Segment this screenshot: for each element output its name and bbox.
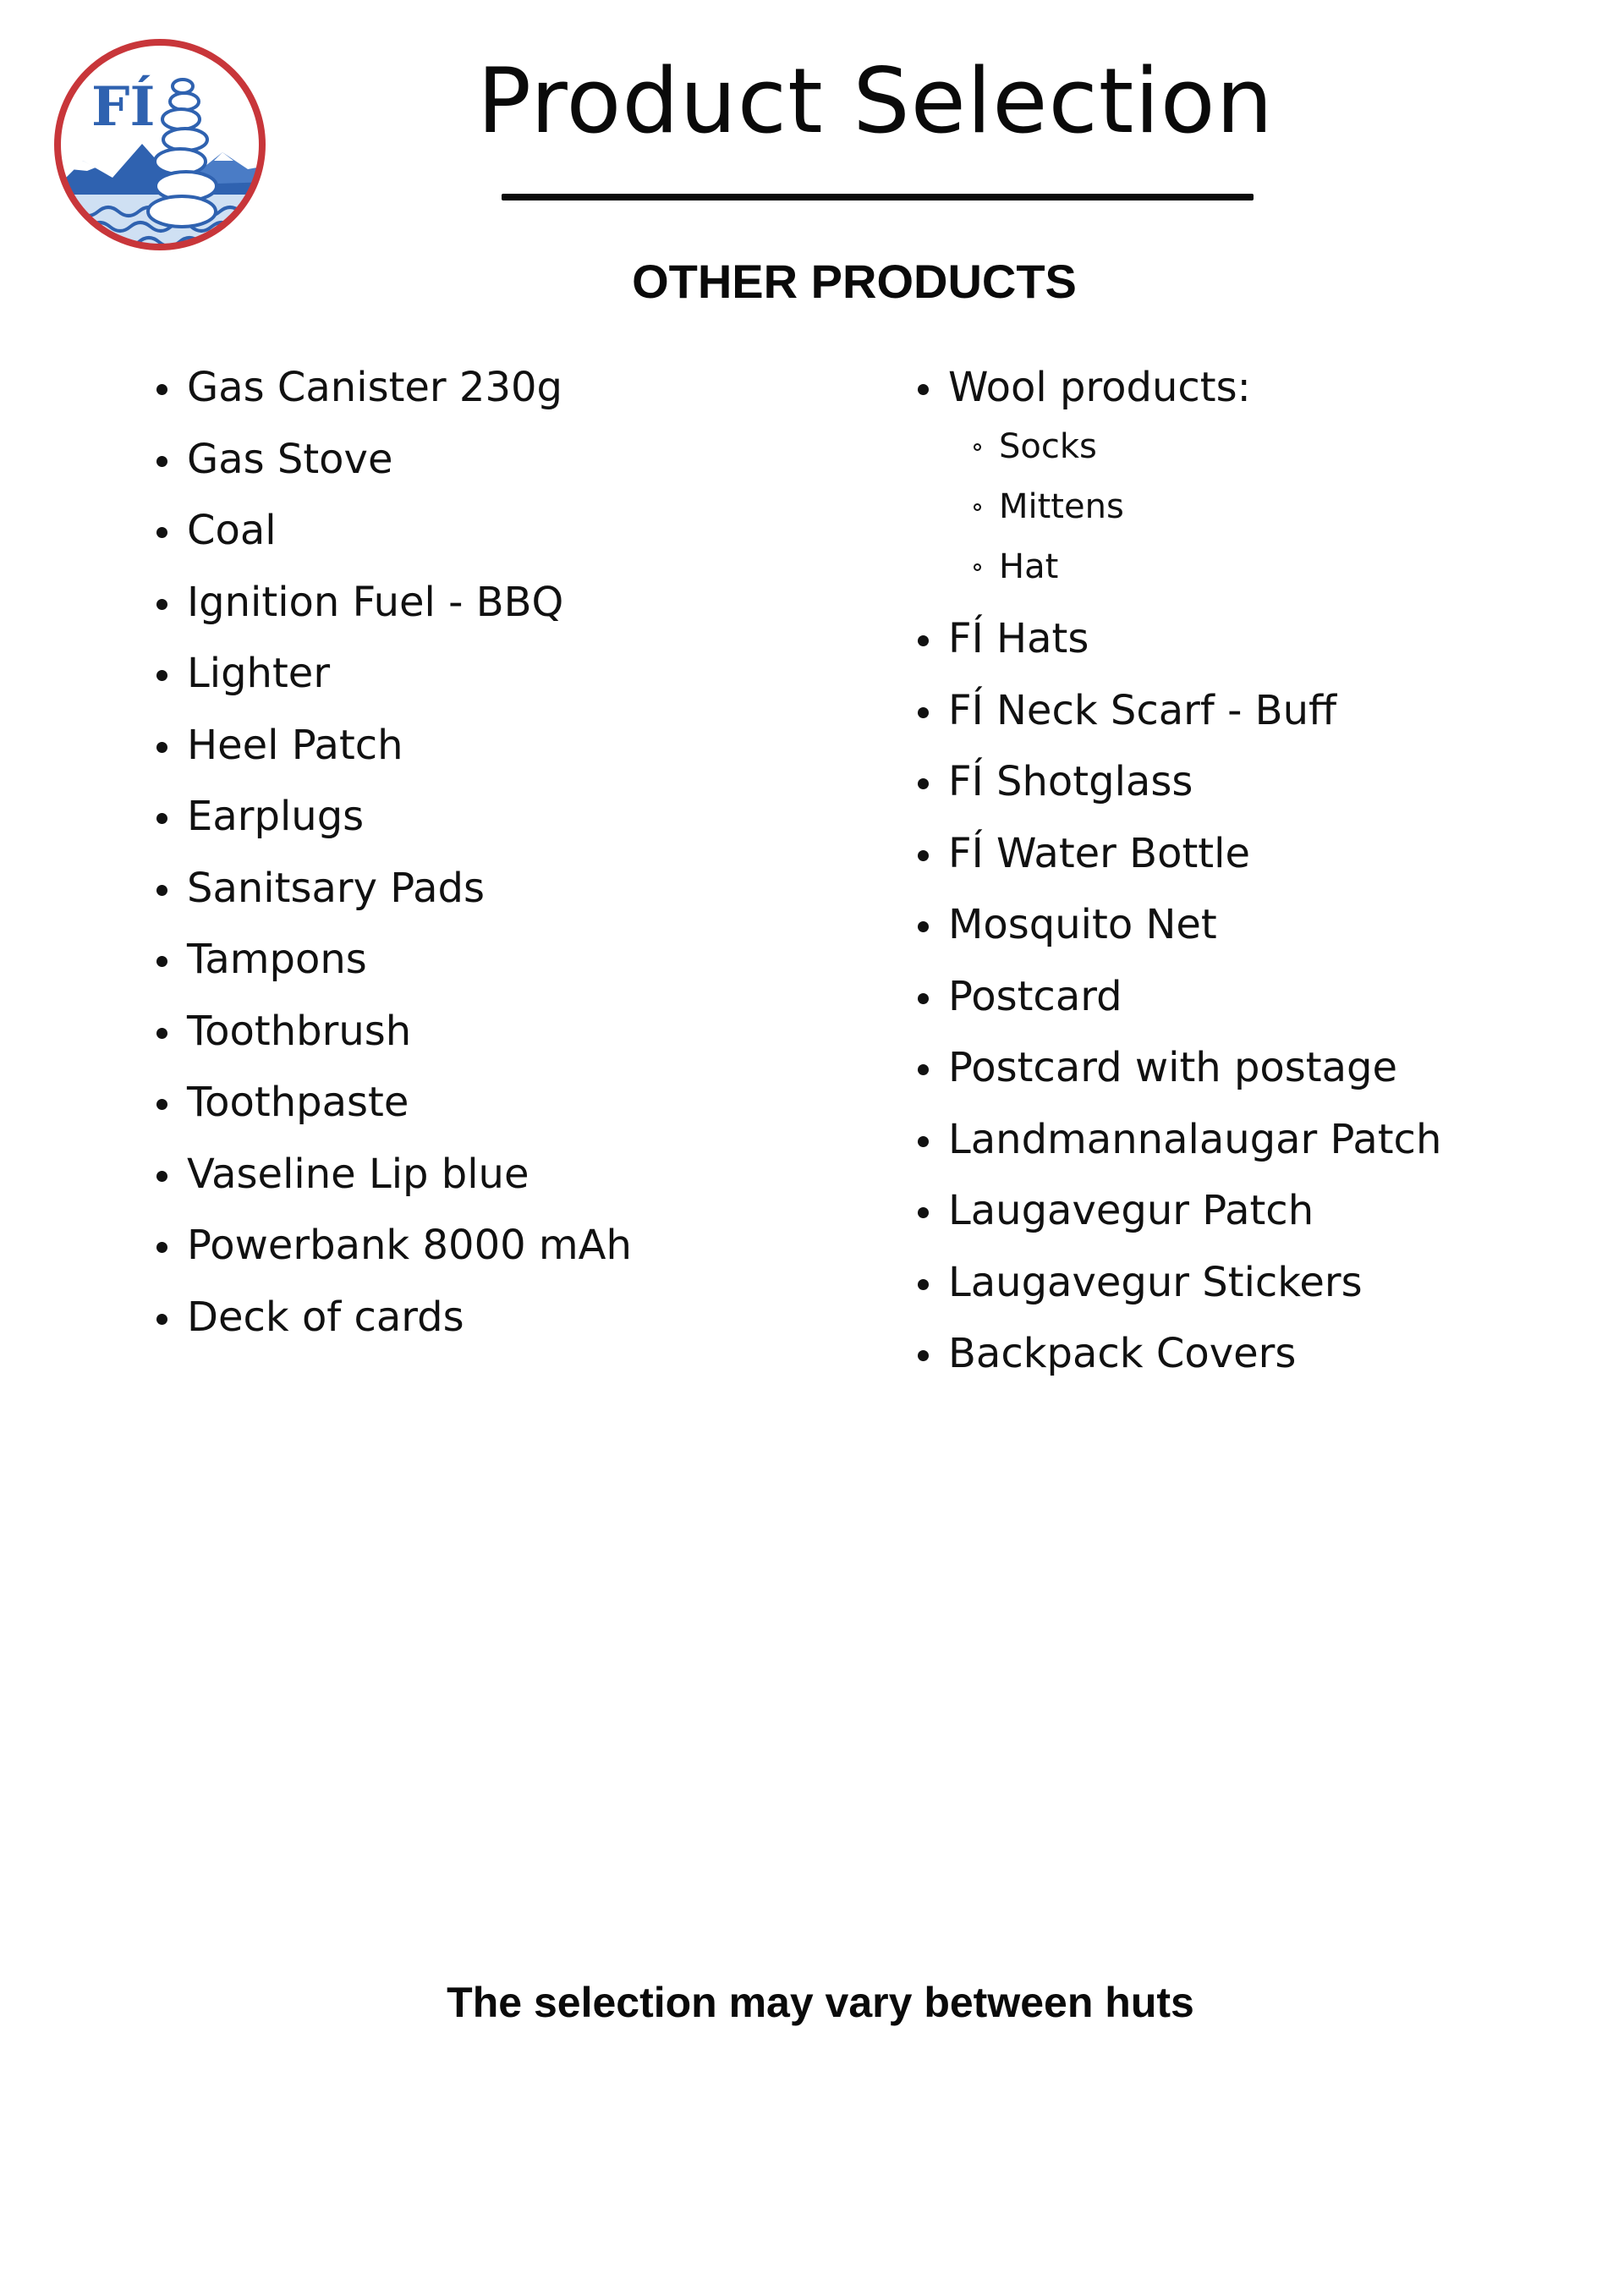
list-item bbox=[918, 680, 1441, 752]
list-item bbox=[918, 1037, 1441, 1109]
bullet-dot-icon bbox=[918, 707, 929, 718]
list-item-label: Gas Canister 230g bbox=[187, 364, 562, 411]
list-item bbox=[156, 500, 632, 572]
list-item-label: Tampons bbox=[187, 936, 367, 983]
list-item-label: Toothbrush bbox=[187, 1007, 412, 1055]
list-item bbox=[918, 894, 1441, 966]
sub-list-item bbox=[974, 421, 1441, 481]
list-item bbox=[918, 823, 1441, 895]
list-item-label: FÍ Hats bbox=[948, 615, 1089, 662]
list-item bbox=[156, 643, 632, 715]
list-item bbox=[156, 858, 632, 930]
list-item bbox=[156, 357, 632, 429]
bullet-dot-icon bbox=[918, 993, 929, 1004]
bullet-dot-icon bbox=[918, 1207, 929, 1218]
list-item-label: Lighter bbox=[187, 650, 331, 697]
bullet-dot-icon bbox=[156, 813, 167, 824]
bullet-dot-icon bbox=[156, 1099, 167, 1110]
list-item-label: Ignition Fuel - BBQ bbox=[187, 578, 564, 626]
bullet-dot-icon bbox=[918, 1136, 929, 1147]
bullet-dot-icon bbox=[156, 670, 167, 681]
list-item-label: Sanitsary Pads bbox=[187, 864, 485, 912]
list-item-label: FÍ Shotglass bbox=[948, 758, 1193, 805]
list-item bbox=[156, 929, 632, 1001]
list-item-label: Mosquito Net bbox=[948, 901, 1217, 948]
list-item-label: Powerbank 8000 mAh bbox=[187, 1222, 632, 1269]
list-item-label: Postcard with postage bbox=[948, 1044, 1398, 1091]
list-item bbox=[156, 1072, 632, 1144]
list-item bbox=[918, 608, 1441, 680]
bullet-dot-icon bbox=[156, 885, 167, 896]
bullet-ring-icon bbox=[974, 503, 981, 511]
bullet-dot-icon bbox=[156, 527, 167, 538]
bullet-dot-icon bbox=[918, 921, 929, 932]
bullet-dot-icon bbox=[156, 1314, 167, 1325]
svg-text:FÍ: FÍ bbox=[91, 75, 156, 139]
sub-list-item bbox=[974, 541, 1441, 608]
left-product-list bbox=[156, 357, 632, 1358]
list-item-label: FÍ Water Bottle bbox=[948, 829, 1250, 877]
bullet-ring-icon bbox=[974, 443, 981, 451]
list-item-label: Earplugs bbox=[187, 793, 365, 840]
bullet-dot-icon bbox=[918, 1064, 929, 1075]
list-item-label: Deck of cards bbox=[187, 1293, 464, 1341]
bullet-dot-icon bbox=[918, 850, 929, 861]
bullet-dot-icon bbox=[156, 456, 167, 467]
list-item bbox=[156, 715, 632, 787]
right-product-list bbox=[918, 357, 1441, 1395]
bullet-dot-icon bbox=[918, 1350, 929, 1361]
bullet-dot-icon bbox=[156, 599, 167, 610]
list-item bbox=[156, 1287, 632, 1359]
sub-list-item-label: Hat bbox=[999, 547, 1059, 586]
list-item-label: Laugavegur Stickers bbox=[948, 1258, 1363, 1306]
list-item bbox=[156, 572, 632, 644]
list-item bbox=[918, 1180, 1441, 1252]
list-item-label: Gas Stove bbox=[187, 435, 393, 483]
list-item-label: Coal bbox=[187, 507, 277, 554]
section-heading: OTHER PRODUCTS bbox=[632, 255, 1077, 308]
bullet-dot-icon bbox=[918, 384, 929, 395]
bullet-dot-icon bbox=[918, 1279, 929, 1290]
list-item bbox=[156, 1001, 632, 1073]
sub-list-item-label: Socks bbox=[999, 427, 1097, 466]
list-item bbox=[918, 966, 1441, 1038]
bullet-dot-icon bbox=[156, 742, 167, 753]
list-item-label: Postcard bbox=[948, 972, 1122, 1020]
list-item bbox=[156, 1215, 632, 1287]
list-item bbox=[918, 751, 1441, 823]
list-item-wool-products bbox=[918, 357, 1441, 608]
bullet-dot-icon bbox=[156, 384, 167, 395]
list-item bbox=[918, 1252, 1441, 1324]
bullet-dot-icon bbox=[156, 1171, 167, 1182]
bullet-ring-icon bbox=[974, 563, 981, 571]
page-title: Product Selection bbox=[477, 49, 1274, 153]
title-underline bbox=[502, 194, 1254, 200]
list-item bbox=[918, 1323, 1441, 1395]
bullet-dot-icon bbox=[918, 778, 929, 789]
list-item bbox=[918, 1109, 1441, 1181]
list-item-label: Heel Patch bbox=[187, 721, 403, 769]
bullet-dot-icon bbox=[156, 956, 167, 967]
bullet-dot-icon bbox=[156, 1028, 167, 1039]
sub-list-item bbox=[974, 481, 1441, 541]
bullet-dot-icon bbox=[156, 1242, 167, 1253]
list-item-label: Laugavegur Patch bbox=[948, 1187, 1314, 1234]
list-item bbox=[156, 786, 632, 858]
list-item bbox=[156, 429, 632, 501]
list-item-label: Vaseline Lip blue bbox=[187, 1150, 529, 1198]
list-item-label: Landmannalaugar Patch bbox=[948, 1115, 1442, 1163]
list-item-label: FÍ Neck Scarf - Buff bbox=[948, 686, 1337, 734]
sub-list-item-label: Mittens bbox=[999, 487, 1124, 526]
wool-subitem-list bbox=[974, 421, 1441, 608]
bullet-dot-icon bbox=[918, 635, 929, 646]
list-item-label: Backpack Covers bbox=[948, 1330, 1297, 1377]
list-item-label: Toothpaste bbox=[187, 1079, 409, 1126]
list-item bbox=[156, 1144, 632, 1216]
list-item-label: Wool products: bbox=[948, 364, 1251, 411]
footer-note: The selection may vary between huts bbox=[447, 1979, 1194, 2026]
